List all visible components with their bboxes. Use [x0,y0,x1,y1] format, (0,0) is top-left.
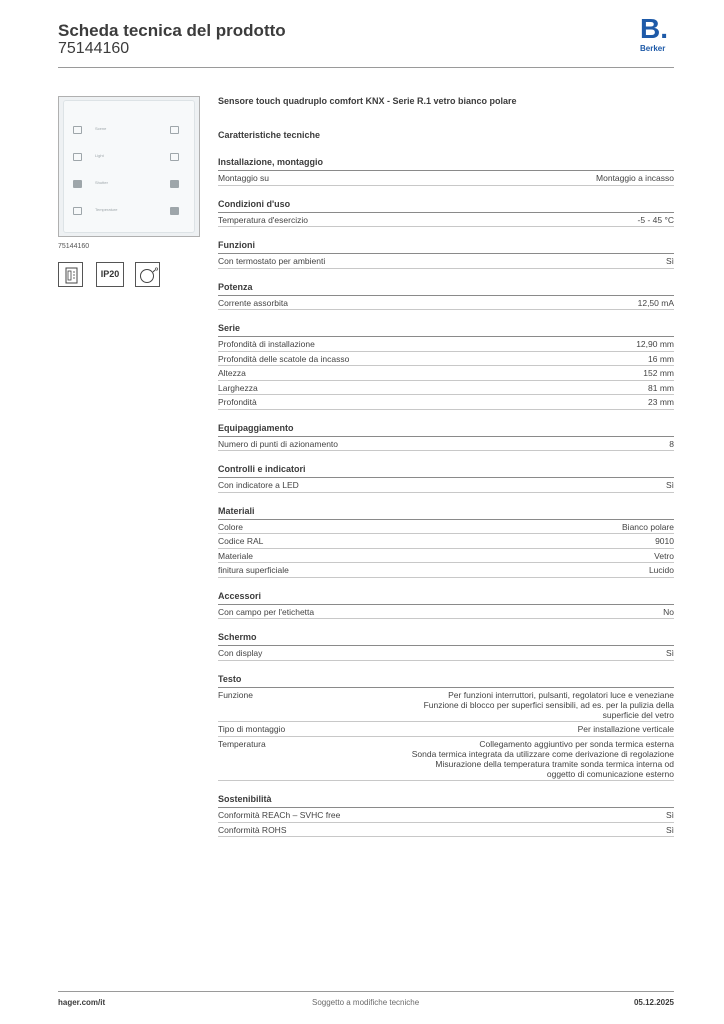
spec-section-title: Testo [218,673,674,688]
panel-button-icon [73,180,82,188]
spec-section [218,673,674,782]
spec-row [218,381,674,396]
spec-row [218,171,674,186]
spec-row [218,437,674,452]
footer-website[interactable]: hager.com/it [58,998,106,1007]
spec-value: Lucido [648,565,674,575]
spec-section-title: Installazione, montaggio [218,156,674,171]
panel-button-icon [170,207,179,215]
spec-value: 23 mm [648,397,674,407]
spec-value: Vetro [654,550,674,561]
spec-section [218,281,674,311]
spec-row [218,534,674,549]
spec-value: 16 mm [648,353,674,364]
touch-panel [63,100,195,233]
panel-button-icon [73,153,82,161]
spec-section-title: Schermo [218,631,674,646]
spec-section-title: Funzioni [218,239,674,254]
spec-section-title: Materiali [218,505,674,520]
spec-key: Profondità [218,397,257,407]
spec-key: Con termostato per ambienti [218,256,326,266]
spec-value: Sì [665,810,674,820]
spec-key: Con indicatore a LED [218,480,299,490]
spec-section [218,505,674,578]
panel-label: Scene [95,126,107,131]
spec-section-title: Accessori [218,590,674,605]
footer-date: 05.12.2025 [633,998,674,1007]
spec-value: -5 - 45 °C [637,214,674,225]
panel-button-icon [170,153,179,161]
panel-button-icon [73,126,82,134]
spec-section-title: Potenza [218,281,674,296]
spec-key: Con display [218,648,263,658]
product-image [58,96,200,237]
ip20-badge: IP20 [96,262,124,287]
panel-label: Temperature [95,207,118,212]
spec-value: Bianco polare [622,521,674,532]
spec-section [218,239,674,269]
spec-row [218,366,674,381]
spec-section [218,590,674,620]
spec-key: Materiale [218,550,253,561]
spec-row [218,520,674,535]
spec-section-title: Controlli e indicatori [218,463,674,478]
header-divider [58,67,674,68]
spec-value: No [663,606,674,617]
spec-section-title: Equipaggiamento [218,422,674,437]
spec-key: Montaggio su [218,173,270,183]
spec-key: Profondità delle scatole da incasso [218,353,350,364]
spec-section-title: Sostenibilità [218,793,674,808]
article-number: 75144160 [58,40,130,57]
logo-text: Berker [640,44,666,53]
spec-row [218,254,674,269]
spec-row [218,737,674,782]
spec-value: Sì [665,480,674,490]
spec-row [218,395,674,410]
knx-device-icon [58,262,83,287]
spec-value: Sì [665,648,674,658]
spec-row [218,549,674,564]
spec-value: Collegamento aggiuntivo per sonda termica esterna Sonda termica integrata da utilizzare come derivazione di regolazione Misurazione della temperatura tramite sonda termica interna od oggetto di comunicazione esterno [411,738,674,779]
spec-value: 12,90 mm [636,339,674,349]
spec-key: Profondità di installazione [218,339,315,349]
logo-letter: B. [640,13,668,44]
spec-value: Montaggio a incasso [596,173,674,183]
spec-value: Sì [665,256,674,266]
spec-value: Sì [665,824,674,835]
spec-value: Per installazione verticale [577,724,674,734]
spec-row [218,688,674,723]
spec-key: Altezza [218,368,246,378]
spec-key: Corrente assorbita [218,297,288,308]
panel-row [73,153,185,163]
spec-key: Larghezza [218,382,258,393]
image-caption: 75144160 [58,243,90,250]
spec-section [218,198,674,228]
spec-section [218,422,674,452]
spec-key: finitura superficiale [218,565,289,575]
berker-logo [640,13,674,53]
section-heading: Caratteristiche tecniche [218,130,321,140]
spec-section [218,463,674,493]
panel-row [73,207,185,217]
spec-section-title: Condizioni d'uso [218,198,674,213]
spec-key: Conformità REACh – SVHC free [218,810,341,820]
spec-row [218,722,674,737]
spec-key: Funzione [218,689,253,700]
spec-value: 12,50 mA [637,297,674,308]
spec-section [218,793,674,837]
spec-row [218,213,674,228]
panel-label: Shutter [95,180,108,185]
spec-row [218,823,674,838]
spec-key: Con campo per l'etichetta [218,606,315,617]
panel-button-icon [73,207,82,215]
spec-key: Temperatura [218,738,266,749]
spec-section [218,631,674,661]
spec-key: Tipo di montaggio [218,724,286,734]
panel-row [73,126,185,136]
spec-value: 8 [669,438,674,449]
panel-button-icon [170,126,179,134]
spec-key: Temperatura d'esercizio [218,214,308,225]
spec-value: 152 mm [643,368,674,378]
spec-key: Codice RAL [218,536,264,546]
spec-value: 9010 [655,536,674,546]
spec-key: Numero di punti di azionamento [218,438,339,449]
page-title: Scheda tecnica del prodotto [58,21,286,40]
spec-section [218,322,674,410]
panel-button-icon [170,180,179,188]
spec-row [218,808,674,823]
spec-key: Conformità ROHS [218,824,287,835]
spec-table [218,156,674,849]
panel-row [73,180,185,190]
temperature-sensor-icon [135,262,160,287]
footer-divider [58,991,674,992]
product-name: Sensore touch quadruplo comfort KNX - Serie R.1 vetro bianco polare [218,96,517,106]
spec-row [218,563,674,578]
spec-row [218,646,674,661]
spec-section [218,156,674,186]
spec-row [218,296,674,311]
spec-row [218,478,674,493]
footer-note: Soggetto a modifiche tecniche [312,998,420,1007]
spec-value: Per funzioni interruttori, pulsanti, regolatori luce e veneziane Funzione di blocco per superfici sensibili, ad es. per la pulizia della superficie del vetro [423,689,674,720]
spec-value: 81 mm [648,382,674,393]
spec-row [218,605,674,620]
spec-key: Colore [218,521,244,532]
spec-row [218,352,674,367]
panel-label: Light [95,153,104,158]
spec-row [218,337,674,352]
spec-section-title: Serie [218,322,674,337]
